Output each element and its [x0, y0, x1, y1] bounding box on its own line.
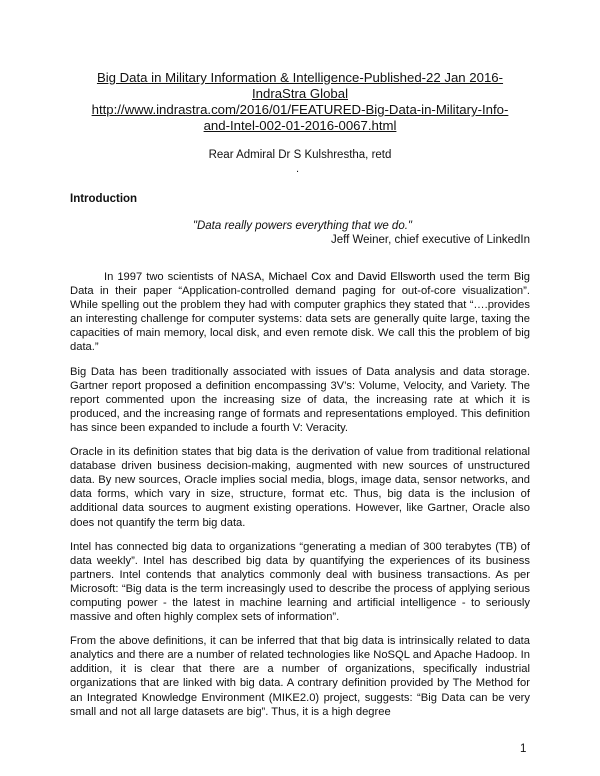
- separator-dot: .: [296, 163, 300, 175]
- paragraph-3: Oracle in its definition states that big data is the derivation of value from traditional relational database driven business decision-making, augmented with new sources of unstructured data. By new sources, Oracle implies social media, blogs, image data, sensor networks, and data forms, which vary in size, structure, format etc. Thus, big data is the inclusion of additional data sources to augment existing operations. However, like Gartner, Oracle also does not quantify the term big data.: [70, 446, 530, 529]
- title-line-2: IndraStra Global: [251, 86, 349, 101]
- paragraph-1-rest: used the term Big Data in their paper “Application-controlled demand paging for out-of-core visualization”. While spelling out the problem they had with computer graphics they stated that “….provides an interesting challenge for computer systems: data sets are generally quite large, taxing the capacities of main memory, local disk, and even remote disk. We call this the problem of big data.”: [70, 271, 531, 354]
- paragraph-2: Big Data has been traditionally associated with issues of Data analysis and data storage. Gartner report proposed a definition encompassing 3V’s: Volume, Velocity, and Variety. The report commented upon the increasing size of data, the increasing rate at which it is produced, and the increasing range of formats and representations employed. This definition has since been expanded to include a fourth V: Veracity.: [70, 365, 530, 434]
- paragraph-1-names: Michael Cox and David Ellsworth: [268, 271, 436, 283]
- author-line: Rear Admiral Dr S Kulshrestha, retd: [208, 149, 392, 161]
- quote-attribution: Jeff Weiner, chief executive of LinkedIn: [330, 234, 530, 246]
- paragraph-5: From the above definitions, it can be inferred that that big data is intrinsically related to data analytics and there are a number of related technologies like NoSQL and Apache Hadoop. In addition, it is clear that there are a number of organizations, specifically industrial organizations that are linked with big data. A contrary definition provided by The Method for an Integrated Knowledge Environment (MIKE2.0) project, suggests: “Big Data can be very small and not all large datasets are big”. Thus, it is a high degree: [70, 635, 530, 718]
- title-url-line-2[interactable]: and-Intel-002-01-2016-0067.html: [203, 118, 397, 133]
- body-text: [70, 270, 530, 729]
- title-url-line-1[interactable]: http://www.indrastra.com/2016/01/FEATURED-Big-Data-in-Military-Info-: [91, 102, 509, 117]
- document-title: [60, 70, 540, 134]
- paragraph-4: Intel has connected big data to organizations “generating a median of 300 terabytes (TB) of data weekly”. Intel has described big data by quantifying the experiences of its business partners. Intel contends that analytics commonly deal with business transactions. As per Microsoft: “Big data is the term increasingly used to describe the process of applying serious computing power - the latest in machine learning and artificial intelligence - to seriously massive and often highly complex sets of information”.: [70, 540, 530, 624]
- title-line-1: Big Data in Military Information & Intelligence-Published-22 Jan 2016-: [96, 70, 504, 85]
- epigraph-quote: [70, 219, 530, 247]
- paragraph-1: [70, 270, 530, 355]
- paragraph-1-start: In 1997 two scientists of NASA,: [104, 271, 269, 283]
- quote-text: "Data really powers everything that we do.": [192, 220, 412, 232]
- page-number: 1: [520, 743, 527, 755]
- section-heading: Introduction: [70, 193, 138, 205]
